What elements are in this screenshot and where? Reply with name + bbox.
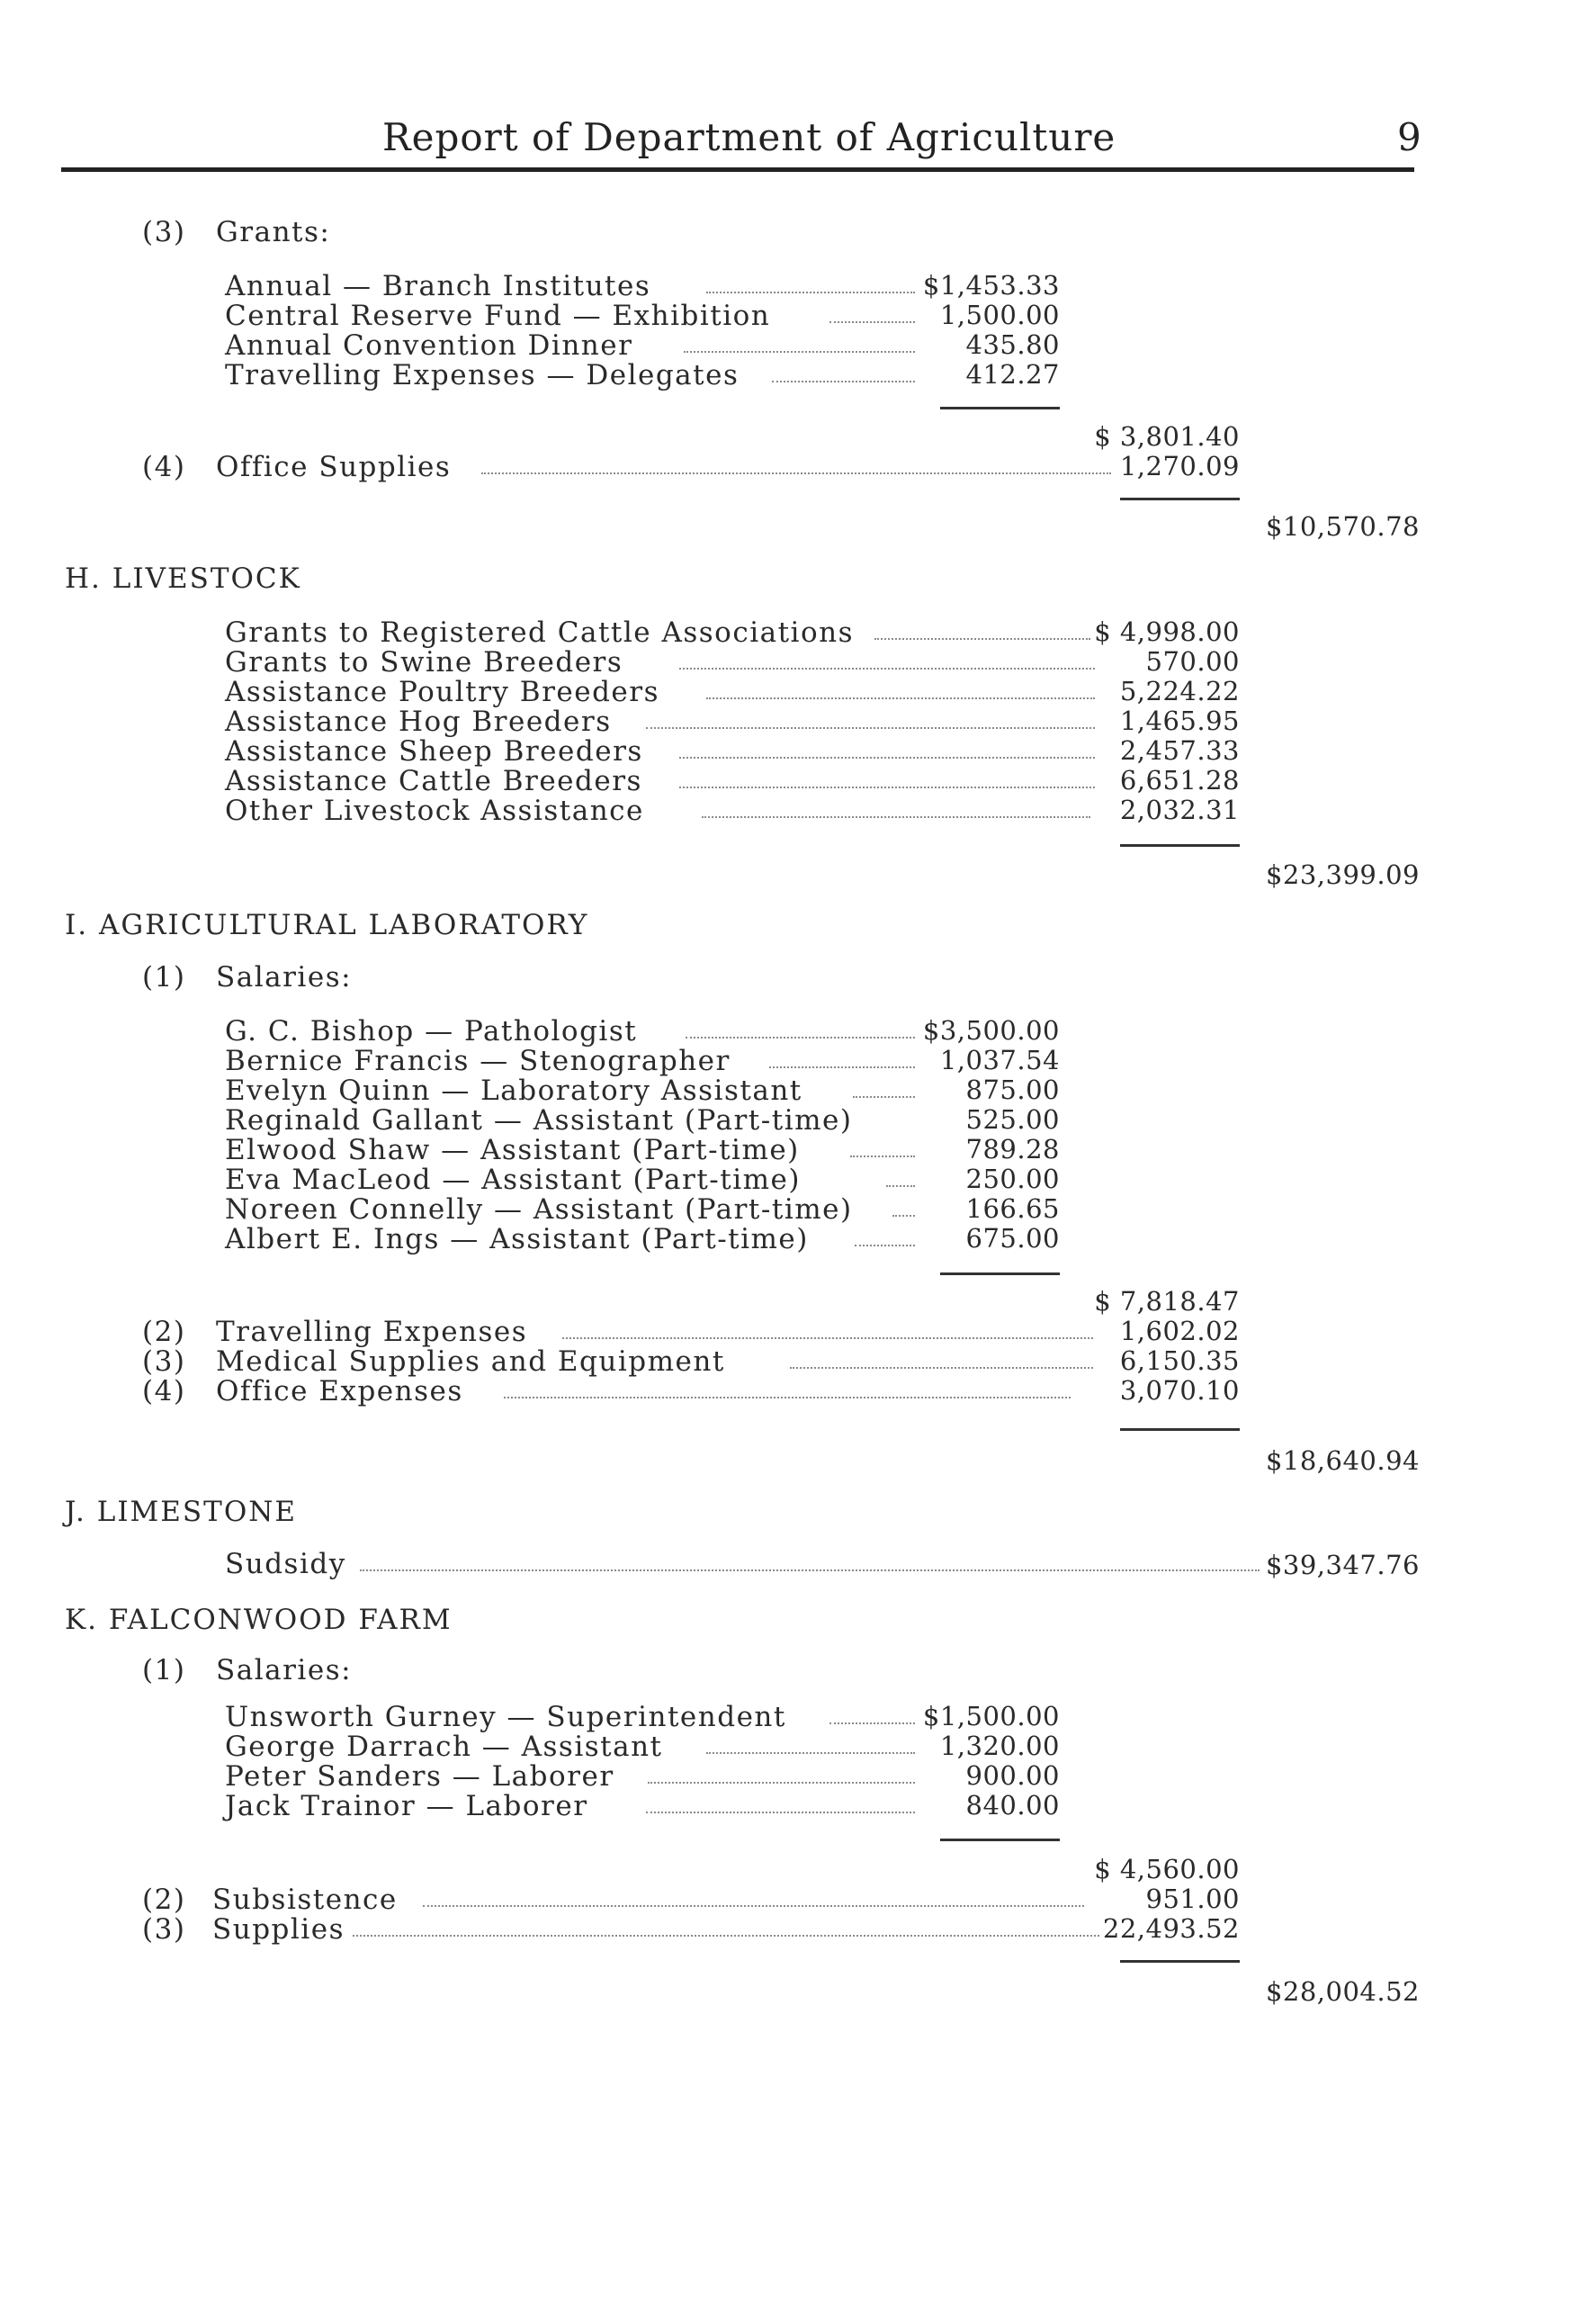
- farm-item-text: Supplies: [212, 1913, 345, 1946]
- livestock-item-amount: 5,224.22: [1119, 676, 1240, 706]
- section-heading-laboratory: I. AGRICULTURAL LABORATORY: [65, 909, 589, 941]
- lab-salary-amount: 675.00: [965, 1223, 1060, 1254]
- leader-dots: [481, 472, 1111, 474]
- farm-salary-text: Jack Trainor — Laborer: [225, 1790, 588, 1822]
- leader-dots: [504, 1397, 1071, 1398]
- farm-salary-text: Unsworth Gurney — Superintendent: [225, 1701, 786, 1733]
- limestone-item-text: Sudsidy: [225, 1548, 346, 1580]
- leader-dots: [646, 727, 1095, 729]
- leader-dots: [360, 1569, 1260, 1571]
- lab-salary-text: Eva MacLeod — Assistant (Part-time): [225, 1164, 801, 1196]
- subtotal-rule: [940, 407, 1060, 409]
- lab-item-amount: 3,070.10: [1119, 1375, 1240, 1406]
- page-header-title: Report of Department of Agriculture: [382, 115, 1116, 159]
- leader-dots: [790, 1367, 1093, 1369]
- lab-salaries-subtotal: $ 7,818.47: [1094, 1286, 1240, 1317]
- lab-item-number: (2): [142, 1316, 186, 1348]
- section-heading-limestone: J. LIMESTONE: [65, 1496, 298, 1528]
- total-rule: [1120, 498, 1240, 500]
- lab-salaries-label: Salaries:: [216, 961, 353, 994]
- leader-dots: [562, 1337, 1093, 1339]
- livestock-item-amount: 6,651.28: [1119, 765, 1240, 796]
- farm-salaries-label: Salaries:: [216, 1654, 353, 1686]
- lab-item-text: Office Expenses: [216, 1375, 463, 1407]
- livestock-item-amount: $ 4,998.00: [1094, 616, 1240, 647]
- lab-item-number: (3): [142, 1345, 186, 1378]
- livestock-item-amount: 2,457.33: [1119, 735, 1240, 766]
- total-rule: [1120, 1428, 1240, 1431]
- grant-item-text: Annual — Branch Institutes: [225, 270, 651, 302]
- livestock-item-text: Grants to Registered Cattle Associations: [225, 616, 855, 649]
- lab-salary-text: Elwood Shaw — Assistant (Part-time): [225, 1134, 800, 1166]
- farm-salary-amount: 900.00: [965, 1760, 1060, 1791]
- farm-item-amount: 951.00: [1145, 1884, 1240, 1914]
- subtotal-rule: [940, 1839, 1060, 1841]
- lab-salary-text: Noreen Connelly — Assistant (Part-time): [225, 1193, 853, 1226]
- lab-item-amount: 6,150.35: [1119, 1345, 1240, 1376]
- section-j-total: $39,347.76: [1265, 1550, 1420, 1580]
- farm-salary-text: Peter Sanders — Laborer: [225, 1760, 614, 1793]
- lab-salary-amount: 525.00: [965, 1104, 1060, 1135]
- lab-item-text: Medical Supplies and Equipment: [216, 1345, 725, 1378]
- section-g-total: $10,570.78: [1265, 511, 1420, 542]
- farm-item-number: (2): [142, 1884, 186, 1916]
- grant-item-text: Travelling Expenses — Delegates: [225, 359, 740, 391]
- livestock-item-text: Assistance Hog Breeders: [225, 706, 612, 738]
- lab-salary-amount: 166.65: [965, 1193, 1060, 1224]
- leader-dots: [679, 787, 1095, 788]
- farm-salaries-number: (1): [142, 1654, 186, 1686]
- lab-salary-amount: 875.00: [965, 1075, 1060, 1105]
- livestock-item-text: Other Livestock Assistance: [225, 795, 644, 827]
- lab-salary-text: Evelyn Quinn — Laboratory Assistant: [225, 1075, 802, 1107]
- livestock-item-text: Assistance Poultry Breeders: [225, 676, 659, 708]
- livestock-item-text: Assistance Sheep Breeders: [225, 735, 643, 768]
- livestock-item-text: Assistance Cattle Breeders: [225, 765, 642, 797]
- lab-salary-text: Albert E. Ings — Assistant (Part-time): [225, 1223, 809, 1255]
- lab-salary-text: G. C. Bishop — Pathologist: [225, 1015, 638, 1048]
- leader-dots: [702, 816, 1090, 818]
- farm-salary-text: George Darrach — Assistant: [225, 1731, 663, 1763]
- section-heading-falconwood: K. FALCONWOOD FARM: [65, 1604, 453, 1636]
- lab-item-number: (4): [142, 1375, 186, 1407]
- section-h-total: $23,399.09: [1265, 859, 1420, 890]
- livestock-item-amount: 1,465.95: [1119, 706, 1240, 736]
- header-rule: [61, 167, 1414, 172]
- grant-item-amount: 412.27: [965, 359, 1060, 390]
- total-rule: [1120, 1960, 1240, 1963]
- farm-salary-amount: 840.00: [965, 1790, 1060, 1821]
- leader-dots: [706, 697, 1095, 699]
- leader-dots: [679, 757, 1095, 759]
- lab-salary-amount: $3,500.00: [922, 1015, 1060, 1046]
- grants-label: Grants:: [216, 216, 331, 248]
- lab-item-text: Travelling Expenses: [216, 1316, 528, 1348]
- total-rule: [1120, 844, 1240, 847]
- section-k-total: $28,004.52: [1265, 1976, 1420, 2007]
- grants-number: (3): [142, 216, 186, 248]
- leader-dots: [648, 1782, 915, 1784]
- leader-dots: [646, 1812, 915, 1813]
- lab-salaries-number: (1): [142, 961, 186, 994]
- farm-salary-amount: $1,500.00: [922, 1701, 1060, 1731]
- livestock-item-amount: 570.00: [1145, 646, 1240, 677]
- section-i-total: $18,640.94: [1265, 1445, 1420, 1476]
- livestock-item-amount: 2,032.31: [1119, 795, 1240, 825]
- grant-item-text: Annual Convention Dinner: [225, 329, 633, 362]
- grants-subtotal: $ 3,801.40: [1094, 421, 1240, 452]
- grant-item-amount: 1,500.00: [939, 300, 1060, 330]
- farm-item-number: (3): [142, 1913, 186, 1946]
- leader-dots: [679, 668, 1095, 670]
- farm-salary-amount: 1,320.00: [939, 1731, 1060, 1761]
- farm-salaries-subtotal: $ 4,560.00: [1094, 1854, 1240, 1884]
- section-heading-livestock: H. LIVESTOCK: [65, 562, 301, 595]
- livestock-item-text: Grants to Swine Breeders: [225, 646, 623, 679]
- farm-item-amount: 22,493.52: [1102, 1913, 1240, 1944]
- lab-item-amount: 1,602.02: [1119, 1316, 1240, 1346]
- office-supplies-label: Office Supplies: [216, 451, 452, 483]
- farm-item-text: Subsistence: [212, 1884, 398, 1916]
- office-supplies-amount: 1,270.09: [1119, 451, 1240, 481]
- leader-dots: [874, 638, 1090, 640]
- leader-dots: [423, 1905, 1084, 1907]
- lab-salary-amount: 1,037.54: [939, 1045, 1060, 1075]
- lab-salary-amount: 789.28: [965, 1134, 1060, 1164]
- lab-salary-text: Reginald Gallant — Assistant (Part-time): [225, 1104, 853, 1137]
- lab-salary-text: Bernice Francis — Stenographer: [225, 1045, 731, 1077]
- grant-item-amount: $1,453.33: [922, 270, 1060, 301]
- grant-item-text: Central Reserve Fund — Exhibition: [225, 300, 771, 332]
- office-supplies-number: (4): [142, 451, 186, 483]
- lab-salary-amount: 250.00: [965, 1164, 1060, 1194]
- subtotal-rule: [940, 1272, 1060, 1275]
- leader-dots: [353, 1935, 1099, 1937]
- page-number: 9: [1397, 115, 1421, 159]
- grant-item-amount: 435.80: [965, 329, 1060, 360]
